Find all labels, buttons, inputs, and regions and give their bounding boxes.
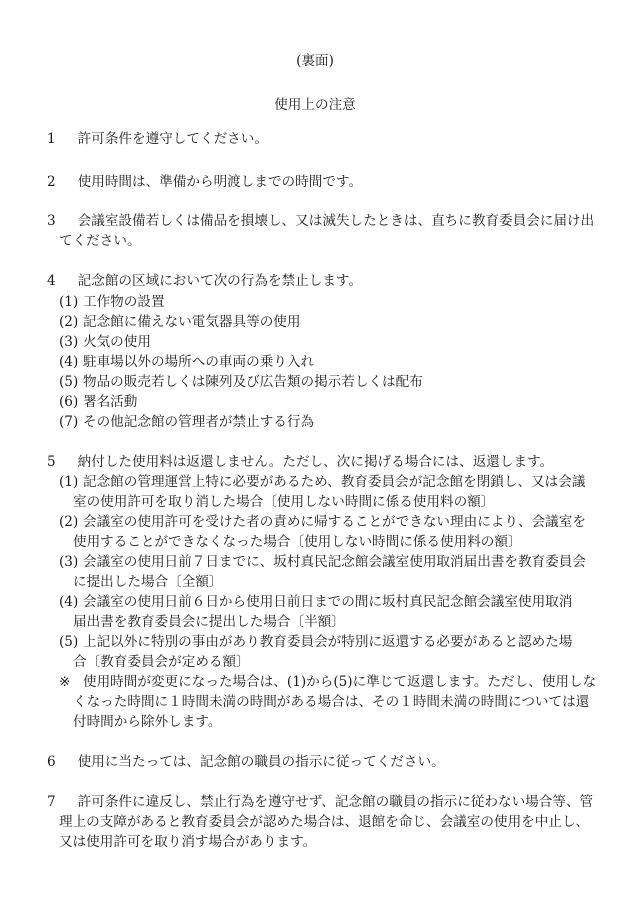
item-number: 2 (47, 174, 56, 190)
item-5-sub-1-continuation: 室の使用許可を取り消した場合〔使用しない時間に係る使用料の額〕 (73, 494, 495, 510)
item-text: 会議室設備若しくは備品を損壊し、又は滅失したときは、直ちに教育委員会に届け出 (77, 213, 595, 229)
item-4-sub-1 (59, 292, 165, 312)
sub-text: 物品の販売若しくは陳列及び広告類の掲示若しくは配布 (83, 374, 423, 390)
sub-number: (7) (59, 414, 79, 430)
item-number: 6 (47, 754, 56, 770)
item-4-sub-2 (59, 312, 301, 332)
page-title: 使用上の注意 (274, 97, 356, 113)
item-3-continuation: てください。 (59, 233, 141, 249)
item-7-continuation-1: 理上の支障があると教育委員会が認めた場合は、退館を命じ、会議室の使用を中止し、 (59, 814, 590, 830)
sub-number: (1) (59, 294, 79, 310)
sub-text: 工作物の設置 (83, 294, 165, 310)
item-4-sub-3 (59, 332, 151, 352)
sub-number: (5) (59, 634, 79, 650)
item-number: 4 (47, 273, 56, 289)
page-heading: (裏面) (296, 53, 334, 69)
item-5-sub-3-continuation: に提出した場合〔全額〕 (73, 574, 223, 590)
sub-text: 火気の使用 (83, 334, 151, 350)
item-5-sub-5 (59, 632, 572, 652)
sub-text: 記念館に備えない電気器具等の使用 (83, 314, 301, 330)
item-number: 7 (47, 794, 56, 810)
sub-number: (4) (59, 354, 79, 370)
item-4-sub-7 (59, 412, 314, 432)
note-text: 使用時間が変更になった場合は、(1)から(5)に準じて返還します。ただし、使用しな (83, 674, 597, 690)
item-5-note-continuation-1: くなった時間に１時間未満の時間がある場合は、その１時間未満の時間については還 (73, 694, 590, 710)
item-2 (47, 172, 362, 192)
sub-text: その他記念館の管理者が禁止する行為 (83, 414, 315, 430)
item-number: 3 (47, 213, 56, 229)
item-5-note-continuation-2: 付時間から除外します。 (73, 714, 222, 730)
sub-text: 署名活動 (83, 394, 138, 410)
item-text: 許可条件を遵守してください。 (77, 131, 268, 147)
item-text: 使用時間は、準備から明渡しまでの時間です。 (77, 174, 363, 190)
item-5 (47, 452, 553, 472)
item-5-sub-2-continuation: 使用することができなくなった場合〔使用しない時間に係る使用料の額〕 (73, 534, 522, 550)
sub-text: 上記以外に特別の事由があり教育委員会が特別に返還する必要があると認めた場 (83, 634, 573, 650)
item-7-continuation-2: 又は使用許可を取り消す場合があります。 (59, 834, 317, 850)
sub-text: 会議室の使用日前７日までに、坂村真民記念館会議室使用取消届出書を教育委員会 (83, 554, 586, 570)
item-number: 5 (47, 454, 56, 470)
item-text: 納付した使用料は返還しません。ただし、次に掲げる場合には、返還します。 (77, 454, 554, 470)
item-7 (47, 792, 593, 812)
sub-number: (2) (59, 314, 79, 330)
sub-number: (6) (59, 394, 79, 410)
item-text: 記念館の区域において次の行為を禁止します。 (77, 273, 363, 289)
item-5-sub-4 (59, 592, 572, 612)
item-4-sub-5 (59, 372, 423, 392)
item-1 (47, 129, 268, 149)
sub-text: 記念館の管理運営上特に必要があるため、教育委員会が記念館を閉鎖し、又は会議 (83, 474, 586, 490)
sub-text: 駐車場以外の場所への車両の乗り入れ (83, 354, 315, 370)
note-mark: ※ (59, 674, 71, 690)
item-3 (47, 211, 594, 231)
item-5-sub-1 (59, 472, 585, 492)
item-text: 使用に当たっては、記念館の職員の指示に従ってください。 (77, 754, 445, 770)
item-5-sub-3 (59, 552, 586, 572)
sub-number: (1) (59, 474, 79, 490)
item-5-sub-5-continuation: 合〔教育委員会が定める額〕 (73, 654, 250, 670)
item-text: 許可条件に違反し、禁止行為を遵守せず、記念館の職員の指示に従わない場合等、管 (77, 794, 594, 810)
sub-number: (3) (59, 334, 79, 350)
item-4 (47, 271, 362, 291)
sub-text: 会議室の使用許可を受けた者の責めに帰することができない理由により、会議室を (83, 514, 586, 530)
item-4-sub-6 (59, 392, 137, 412)
sub-number: (5) (59, 374, 79, 390)
item-6 (47, 752, 445, 772)
item-5-note (59, 672, 596, 692)
item-4-sub-4 (59, 352, 314, 372)
item-number: 1 (47, 131, 56, 147)
sub-number: (2) (59, 514, 79, 530)
item-5-sub-4-continuation: 届出書を教育委員会に提出した場合〔半額〕 (73, 614, 345, 630)
item-5-sub-2 (59, 512, 586, 532)
sub-number: (3) (59, 554, 79, 570)
sub-text: 会議室の使用日前６日から使用日前日までの間に坂村真民記念館会議室使用取消 (83, 594, 573, 610)
sub-number: (4) (59, 594, 79, 610)
